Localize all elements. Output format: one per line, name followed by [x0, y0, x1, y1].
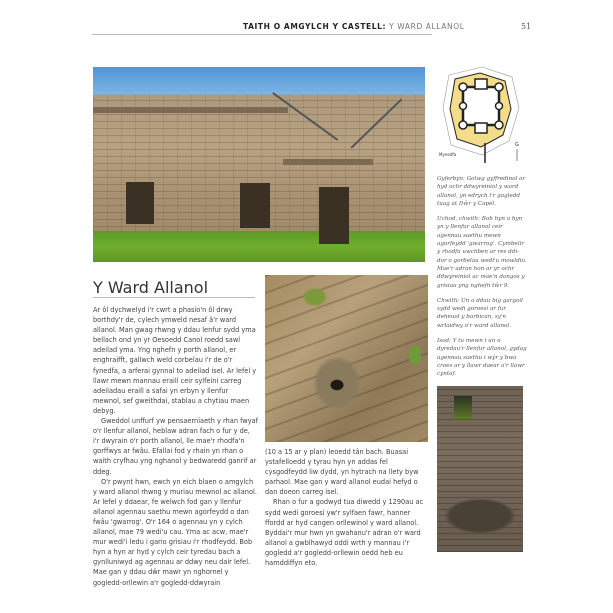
body-column-2: [265, 447, 430, 568]
header-rule: [92, 34, 432, 35]
header-section: TAITH O AMGYLCH Y CASTELL:: [243, 22, 387, 31]
stair-railing: [350, 99, 401, 149]
castle-plan: [437, 63, 523, 163]
gargoyle-photo: [265, 275, 428, 442]
plan-label-north: G: [515, 142, 519, 148]
section-title: Y Ward Allanol: [93, 278, 209, 297]
body-paragraph: (10 a 15 ar y plan) leoedd tân bach. Buasai ystafelloedd y tyrau hyn yn addas fel cysgodfeydd liw dydd, yn hytrach na llety byw parhaol. Mae gan y ward allanol eudai hefyd o dan doeon carreg isel.: [265, 448, 419, 497]
running-header: [243, 22, 464, 31]
caption-below: Isod: Y tu mewn i un o dyredau'r llenfur allanol, gydag agennau saethu i wŷr y bwa croes ar y llawr daear a'r llawr cyntaf.: [437, 338, 527, 378]
body-column-1: [93, 305, 258, 588]
body-paragraph: Ar ôl dychwelyd i'r cwrt a phasio'n ôl drwy borthdy'r de, cylech ymweld nesaf â'r ward allanol. Man gwag rhwng y ddau lenfur sydd yma bellach ond yn yr Oesoedd Canol roedd sawl adeilad yma. Yng nghefn y porth allanol, er enghraifft, gallwch weld corbelau i'r de o'r fynedfa, a arferai gynnal to adeilad isel. Ar lefel y llawr mewn mannau eraill ceir sylfeini carreg adeiladau eraill a safai yn erbyn y llenfur mewnol, sef gweithdai, stablau a chytiau maen debyg.: [93, 306, 257, 415]
corbel-row-lower: [283, 159, 373, 165]
title-rule: [93, 297, 255, 298]
page-number: 51: [521, 22, 532, 31]
corbel-row: [93, 107, 288, 113]
body-paragraph: Gweddol unffurf yw pensaernïaeth y rhan fwyaf o'r llenfur allanol, heblaw adran fach o fur y de, i'r dwyrain o'r porth allanol, lle mae'r rhodfa'n gorffwys ar fwâu. Efallai fod y rhain yn rhan o waith cryfhau yng nghanol y bedwaredd ganrif ar ddeg.: [93, 417, 258, 476]
captions-column: [437, 175, 527, 386]
caption-opposite: Gyferbyn: Golwg gyffredinol ar hyd ochr ddwyreiniol y ward allanol, yn edrych i'r gogledd tuag at Dŵr y Capel.: [437, 176, 526, 207]
body-paragraph: O'r pwynt hwn, ewch yn eich blaen o amgylch y ward allanol rhwng y muriau mewnol ac allanol. Ar lefel y ddaear, fe welwch fod gan y llenfur allanol agennau saethu mewn agorfeydd o dan fwâu 'gwarrog'. O'r 164 o agennau yn y cylch allanol, mae 79 wedi'u cau. Yma ac acw, mae'r mur wedi'i ledu i gario grisiau i'r rhodfeydd. Bob hyn a hyn ar hyd y cylch ceir tyredau bach a gynlluniwyd ag agennau ar ddwy neu dair lefel. Mae gan y ddau dŵr mawr yn nghornel y gogledd-orllewin a'r gogledd-ddwyrain: [93, 477, 257, 587]
body-paragraph: Rhan o fur a godwyd tua diwedd y 1290au ac sydd wedi goroesi yw'r sylfaen fawr, hanner ffordd ar hyd cangen orllewinol y ward allanol. Byddai'r mur hwn yn gwahanu'r adran o'r ward allanol a gwblhawyd oddi wrth y mannau i'r gogledd a'r gogledd-orllewin oedd heb eu hamddiffyn eto.: [265, 498, 424, 568]
doorway-middle: [240, 183, 270, 228]
caption-left: Chwith: Un o ddau big gargoil sydd wedi goroesi ar fur deheuol y barbican, sy'n wrlaidwy o'r ward allanol.: [437, 297, 523, 329]
header-subsection: Y WARD ALLANOL: [389, 22, 465, 31]
caption-above-left: Uchod, chwith: Bob hyn a hyn yn y llenfur allanol ceir agennau saethu mewn agorfeydd 'gwarrog'. Cymbelir y rhodfa uwchben ar res ddi-dor o gorbelau wedi'u mowldio. Mae'r adran hon ar yr ochr ddwyreiniol ac mae'n dangos y grisiau yng nghefn tŵr 9.: [437, 216, 527, 289]
plan-label-entrance: Mynedfa: [439, 152, 457, 157]
stair-railing: [273, 92, 339, 140]
doorway-left: [126, 182, 154, 224]
doorway-right: [319, 187, 349, 244]
tower-interior-photo: [437, 386, 523, 552]
outer-ward-wall-photo: [93, 67, 425, 262]
